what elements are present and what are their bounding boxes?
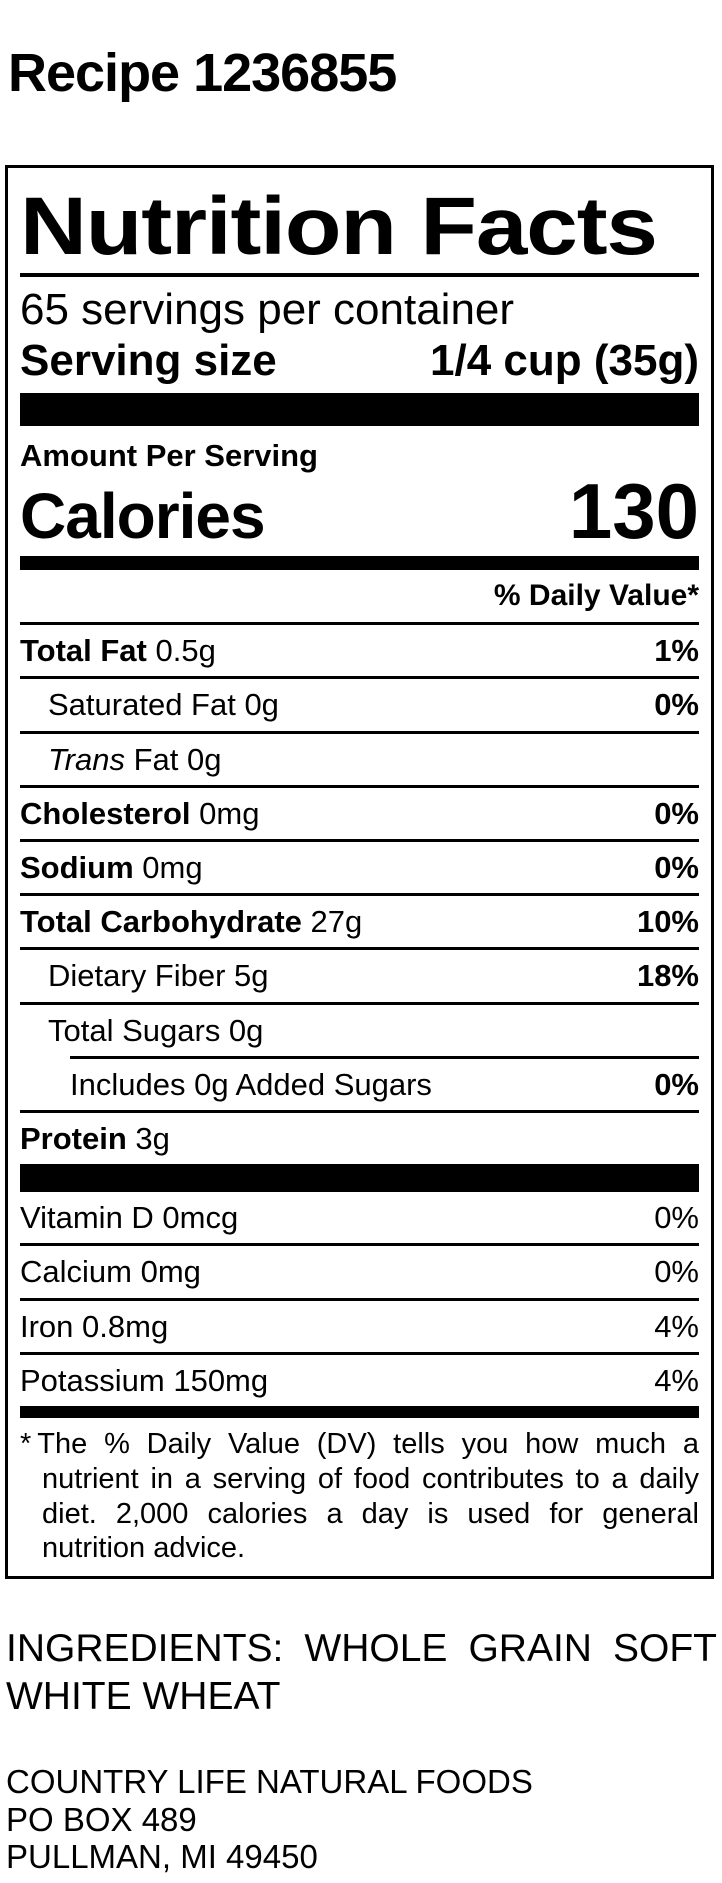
calories-label: Calories (20, 480, 265, 553)
nutrient-name: Protein 3g (20, 1120, 170, 1156)
calories-value: 130 (568, 467, 699, 556)
nutrient-percent: 0% (654, 795, 699, 831)
nutrient-row-dietary-fiber (20, 947, 699, 1001)
vitamin-name: Iron 0.8mg (20, 1308, 169, 1344)
vitamin-row-vitamin-d (20, 1192, 699, 1243)
nutrient-name: Total Fat 0.5g (20, 633, 216, 669)
ingredients-text: INGREDIENTS: WHOLE GRAIN SOFT WHITE WHEAT (6, 1627, 717, 1719)
amount-per-serving-label: Amount Per Serving (20, 438, 318, 474)
nutrient-percent: 0% (654, 687, 699, 723)
nutrient-row-protein (20, 1110, 699, 1164)
nutrient-name: Total Carbohydrate 27g (20, 904, 363, 940)
nutrient-name: Total Sugars 0g (48, 1012, 264, 1048)
medium-separator-bar (20, 1406, 699, 1418)
nutrient-row-sodium (20, 839, 699, 893)
footnote-text: The % Daily Value (DV) tells you how much a nutrient in a serving of food contributes to a daily diet. 2,000 calories a day is used for general nutrition advice. (37, 1427, 699, 1565)
vitamin-row-potassium (20, 1352, 699, 1406)
serving-size-label: Serving size (20, 336, 277, 386)
nutrient-row-saturated-fat (20, 676, 699, 730)
manufacturer-city-state-zip: PULLMAN, MI 49450 (6, 1838, 318, 1876)
nutrient-row-trans-fat (20, 731, 699, 785)
title-rule (20, 273, 699, 277)
nutrient-percent: 18% (636, 958, 699, 994)
manufacturer-block (6, 1763, 716, 1876)
serving-size-row (20, 335, 699, 386)
serving-size-value: 1/4 cup (35g) (430, 336, 699, 386)
vitamin-name: Potassium 150mg (20, 1362, 269, 1398)
servings-per-container: 65 servings per container (20, 285, 515, 335)
page-title: Recipe 1236855 (8, 43, 397, 103)
thick-separator-bar (20, 1164, 699, 1192)
vitamin-row-calcium (20, 1243, 699, 1297)
nutrient-name: Trans Fat 0g (48, 741, 222, 777)
vitamin-percent: 0% (654, 1200, 699, 1236)
nutrient-name: Cholesterol 0mg (20, 795, 260, 831)
nutrient-name: Saturated Fat 0g (48, 687, 279, 723)
nutrient-row-total-sugars (20, 1002, 699, 1056)
nutrient-row-cholesterol (20, 785, 699, 839)
vitamin-percent: 4% (654, 1308, 699, 1344)
daily-value-footnote (20, 1418, 699, 1572)
nutrient-name: Dietary Fiber 5g (48, 958, 269, 994)
nutrient-name: Sodium 0mg (20, 850, 203, 886)
vitamin-name: Vitamin D 0mcg (20, 1200, 239, 1236)
thick-separator-bar (20, 393, 699, 426)
nutrient-row-total-fat (20, 622, 699, 676)
manufacturer-po-box: PO BOX 489 (6, 1800, 197, 1838)
vitamin-percent: 4% (654, 1362, 699, 1398)
nutrient-percent: 0% (654, 1066, 699, 1102)
nutrient-row-added-sugars (20, 1059, 699, 1110)
vitamin-percent: 0% (654, 1254, 699, 1290)
vitamin-row-iron (20, 1298, 699, 1352)
vitamin-name: Calcium 0mg (20, 1254, 201, 1290)
footnote-asterisk: * (20, 1427, 32, 1460)
medium-separator-bar (20, 556, 699, 570)
nutrition-facts-title: Nutrition Facts (20, 181, 657, 273)
calories-row (20, 467, 699, 556)
nutrient-row-total-carbohydrate (20, 893, 699, 947)
nutrient-percent: 0% (654, 850, 699, 886)
nutrient-name: Includes 0g Added Sugars (70, 1066, 432, 1102)
manufacturer-name: COUNTRY LIFE NATURAL FOODS (6, 1763, 533, 1801)
nutrient-percent: 10% (636, 904, 699, 940)
nutrition-facts-label (5, 165, 714, 1579)
nutrient-percent: 1% (654, 633, 699, 669)
daily-value-header: % Daily Value* (493, 579, 699, 613)
